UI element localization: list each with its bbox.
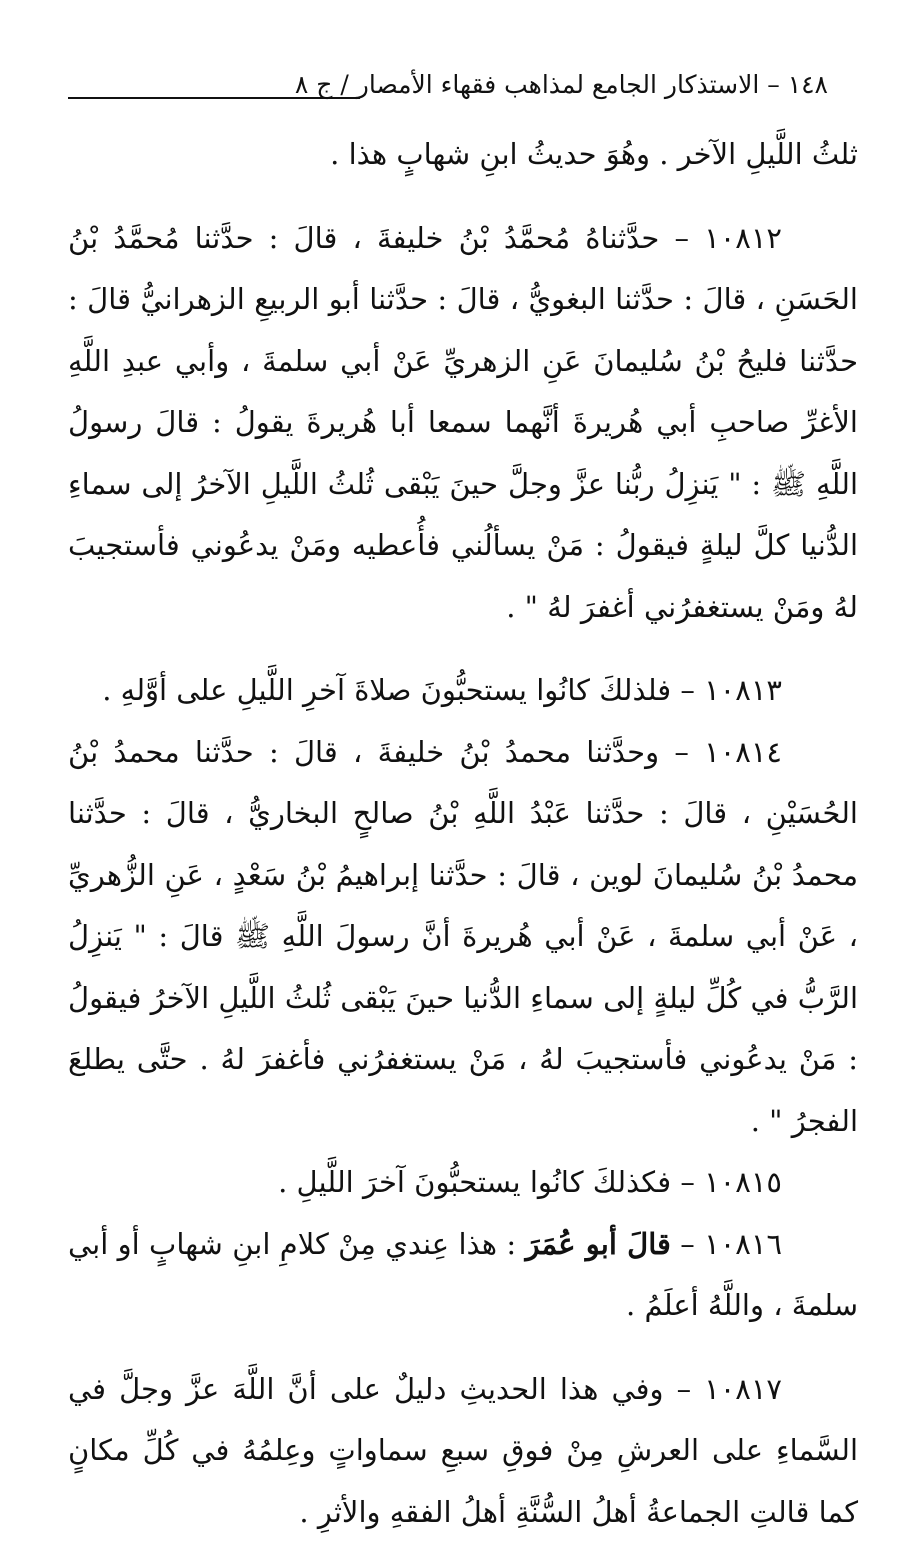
header-title: ١٤٨ – الاستذكار الجامع لمذاهب فقهاء الأمصار / ج ٨	[295, 70, 828, 100]
paragraph-separator: –	[680, 1165, 695, 1199]
paragraph-separator: –	[680, 673, 695, 707]
paragraph-text: فكذلكَ كانُوا يستحبُّونَ آخرَ اللَّيلِ .	[278, 1165, 671, 1199]
paragraph-separator: –	[674, 735, 689, 769]
paragraph-text: حدَّثناهُ مُحمَّدُ بْنُ خليفةَ ، قالَ : حدَّثنا مُحمَّدُ بْنُ الحَسَنِ ، قالَ : حدَّثنا البغويُّ ، قالَ : حدَّثنا أبو الربيعِ الزهرانيُّ قالَ : حدَّثنا فليحُ بْنُ سُليمانَ عَنِ الزهريِّ عَنْ أبي سلمةَ ، وأبي عبدِ اللَّهِ الأغرِّ صاحبِ أبي هُريرةَ أنَّهما سمعا أبا هُريرةَ يقولُ : قالَ رسولُ اللَّهِ ﷺ : " يَنزِلُ ربُّنا عزَّ وجلَّ حينَ يَبْقى ثُلثُ اللَّيلِ الآخرُ إلى سماءِ الدُّنيا كلَّ ليلةٍ فيقولُ : مَنْ يسألُني فأُعطيه ومَنْ يدعُوني فأستجيبَ لهُ ومَنْ يستغفرُني أغفرَ لهُ " .	[68, 221, 858, 624]
paragraph-separator: –	[680, 1227, 695, 1261]
paragraph-separator: –	[677, 1372, 692, 1406]
paragraph-number: ١٠٨١٣	[704, 673, 782, 707]
body-text	[68, 124, 858, 1543]
paragraph-10813	[68, 660, 858, 722]
paragraph-continuation	[68, 124, 858, 186]
paragraph-number: ١٠٨١٧	[704, 1372, 782, 1406]
paragraph-text: ثلثُ اللَّيلِ الآخر . وهُوَ حديثُ ابنِ شهابٍ هذا .	[330, 137, 858, 171]
paragraph-number: ١٠٨١٥	[704, 1165, 782, 1199]
paragraph-number: ١٠٨١٤	[704, 735, 782, 769]
paragraph-text: : هذا عِندي مِنْ كلامِ ابنِ شهابٍ أو أبي سلمةَ ، واللَّهُ أعلَمُ .	[68, 1227, 858, 1323]
paragraph-text: فلذلكَ كانُوا يستحبُّونَ صلاةَ آخرِ اللَّيلِ على أوَّلهِ .	[102, 673, 671, 707]
paragraph-number: ١٠٨١٦	[704, 1227, 782, 1261]
paragraph-text: وحدَّثنا محمدُ بْنُ خليفةَ ، قالَ : حدَّثنا محمدُ بْنُ الحُسَيْنِ ، قالَ : حدَّثنا عَبْدُ اللَّهِ بْنُ صالحٍ البخاريُّ ، قالَ : حدَّثنا محمدُ بْنُ سُليمانَ لوين ، قالَ : حدَّثنا إبراهيمُ بْنُ سَعْدٍ ، عَنِ الزُّهريِّ ، عَنْ أبي سلمةَ ، عَنْ أبي هُريرةَ أنَّ رسولَ اللَّهِ ﷺ قالَ : " يَنزِلُ الرَّبُّ في كُلِّ ليلةٍ إلى سماءِ الدُّنيا حينَ يَبْقى ثُلثُ اللَّيلِ الآخرُ فيقولُ : مَنْ يدعُوني فأستجيبَ لهُ ، مَنْ يستغفرُني فأغفرَ لهُ . حتَّى يطلعَ الفجرُ " .	[68, 735, 858, 1138]
paragraph-separator: –	[674, 221, 689, 255]
header-rule	[68, 97, 360, 99]
paragraph-10814	[68, 722, 858, 1153]
paragraph-speaker: قالَ أبو عُمَرَ	[526, 1227, 671, 1261]
paragraph-10816	[68, 1214, 858, 1337]
paragraph-10817	[68, 1359, 858, 1543]
paragraph-text: وفي هذا الحديثِ دليلٌ على أنَّ اللَّهَ عزَّ وجلَّ في السَّماءِ على العرشِ مِنْ فوقِ سبعِ سماواتٍ وعِلمُهُ في كُلِّ مكانٍ كما قالتِ الجماعةُ أهلُ السُّنَّةِ أهلُ الفقهِ والأثرِ .	[68, 1372, 858, 1529]
paragraph-10815	[68, 1152, 858, 1214]
paragraph-10812	[68, 208, 858, 639]
running-header	[68, 66, 828, 112]
paragraph-number: ١٠٨١٢	[704, 221, 782, 255]
